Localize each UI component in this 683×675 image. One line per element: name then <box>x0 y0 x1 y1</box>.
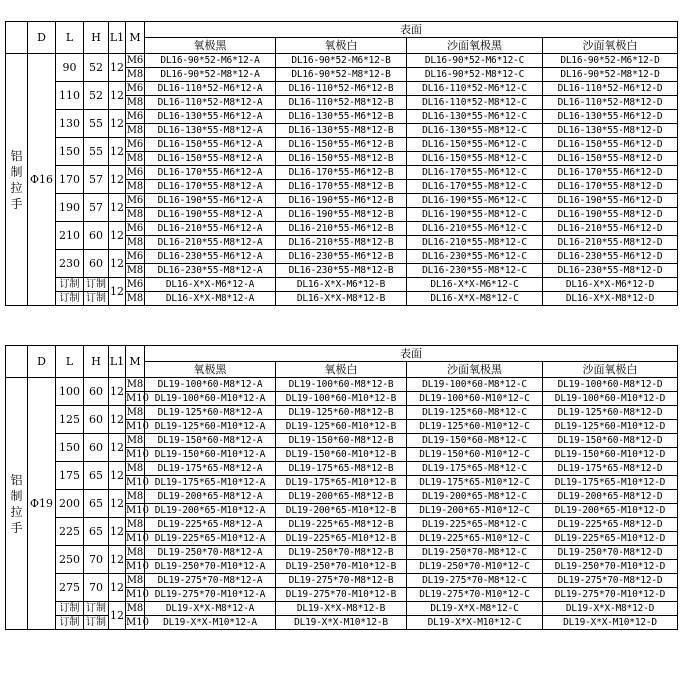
length-cell: 150 <box>56 138 84 166</box>
l1-cell: 12 <box>109 82 126 110</box>
part-code-cell: DL19-125*60-M10*12-A <box>145 420 276 434</box>
part-code-cell: DL16-X*X-M6*12-B <box>276 278 407 292</box>
l1-cell: 12 <box>109 406 126 434</box>
thread-cell: M6 <box>126 222 144 234</box>
col-header-h: H <box>84 22 109 54</box>
part-code-cell: DL19-100*60-M8*12-A <box>145 378 276 392</box>
col-header-d: D <box>28 346 56 378</box>
part-code-cell: DL19-X*X-M10*12-D <box>543 616 678 630</box>
l1-cell: 12 <box>109 110 126 138</box>
height-cell: 60 <box>84 250 109 278</box>
part-code-cell: DL19-225*65-M10*12-A <box>145 532 276 546</box>
l1-cell: 12 <box>109 194 126 222</box>
part-code-cell: DL19-150*60-M8*12-B <box>276 434 407 448</box>
table-row <box>6 138 678 152</box>
part-code-cell: DL19-100*60-M10*12-C <box>407 392 543 406</box>
part-code-cell: DL16-110*52-M6*12-C <box>407 82 543 96</box>
part-code-cell: DL16-190*55-M8*12-D <box>543 208 678 222</box>
table-row <box>6 574 678 588</box>
part-code-cell: DL19-250*70-M10*12-A <box>145 560 276 574</box>
part-code-cell: DL16-90*52-M6*12-B <box>276 54 407 68</box>
part-code-cell: DL16-190*55-M6*12-B <box>276 194 407 208</box>
table-row <box>6 292 678 306</box>
thread-cell: M10 <box>126 616 149 628</box>
part-code-cell: DL19-125*60-M8*12-B <box>276 406 407 420</box>
finish-header: 氧极黑 <box>145 362 276 378</box>
part-code-cell: DL19-225*65-M8*12-B <box>276 518 407 532</box>
finish-header: 沙面氧极黑 <box>407 362 543 378</box>
part-code-cell: DL19-100*60-M10*12-A <box>145 392 276 406</box>
col-header-d: D <box>28 22 56 54</box>
part-code-cell: DL19-150*60-M8*12-D <box>543 434 678 448</box>
thread-cell: M10 <box>126 420 149 432</box>
thread-cell: M6 <box>126 166 144 178</box>
part-code-cell: DL16-90*52-M6*12-A <box>145 54 276 68</box>
part-code-cell: DL16-130*55-M8*12-C <box>407 124 543 138</box>
part-code-cell: DL16-170*55-M8*12-B <box>276 180 407 194</box>
finish-header: 氧极白 <box>276 362 407 378</box>
part-code-cell: DL16-90*52-M8*12-B <box>276 68 407 82</box>
header-row <box>6 346 678 362</box>
length-cell: 订制 <box>56 602 84 616</box>
length-cell: 200 <box>56 490 84 518</box>
l1-cell: 12 <box>109 378 126 406</box>
length-cell: 90 <box>56 54 84 82</box>
table-row <box>6 616 678 630</box>
table-row <box>6 462 678 476</box>
height-cell: 65 <box>84 490 109 518</box>
col-header-l1: L1 <box>109 346 126 378</box>
thread-cell: M8 <box>126 434 144 446</box>
thread-cell: M10 <box>126 560 149 572</box>
part-code-cell: DL19-275*70-M8*12-A <box>145 574 276 588</box>
part-code-cell: DL19-125*60-M10*12-C <box>407 420 543 434</box>
part-code-cell: DL19-175*65-M8*12-B <box>276 462 407 476</box>
part-code-cell: DL19-X*X-M8*12-A <box>145 602 276 616</box>
part-code-cell: DL19-200*65-M8*12-D <box>543 490 678 504</box>
thread-cell: M8 <box>126 602 144 614</box>
part-code-cell: DL16-150*55-M8*12-B <box>276 152 407 166</box>
part-code-cell: DL16-210*55-M8*12-B <box>276 236 407 250</box>
height-cell: 52 <box>84 82 109 110</box>
part-code-cell: DL16-190*55-M8*12-B <box>276 208 407 222</box>
col-header-m: M <box>126 22 145 54</box>
spec-table-d19 <box>5 345 678 630</box>
length-cell: 175 <box>56 462 84 490</box>
part-code-cell: DL19-250*70-M10*12-C <box>407 560 543 574</box>
thread-cell: M8 <box>126 546 144 558</box>
part-code-cell: DL16-230*55-M6*12-D <box>543 250 678 264</box>
part-code-cell: DL16-230*55-M6*12-C <box>407 250 543 264</box>
part-code-cell: DL19-200*65-M10*12-D <box>543 504 678 518</box>
spec-table-body <box>6 346 678 630</box>
part-code-cell: DL16-110*52-M6*12-A <box>145 82 276 96</box>
l1-cell: 12 <box>109 166 126 194</box>
part-code-cell: DL16-X*X-M8*12-C <box>407 292 543 306</box>
height-cell: 70 <box>84 574 109 602</box>
part-code-cell: DL16-170*55-M6*12-C <box>407 166 543 180</box>
diameter-cell: Φ16 <box>28 54 56 306</box>
part-code-cell: DL19-100*60-M10*12-D <box>543 392 678 406</box>
part-code-cell: DL19-175*65-M10*12-C <box>407 476 543 490</box>
part-code-cell: DL19-225*65-M10*12-B <box>276 532 407 546</box>
part-code-cell: DL19-X*X-M8*12-D <box>543 602 678 616</box>
table-row <box>6 194 678 208</box>
part-code-cell: DL19-X*X-M8*12-C <box>407 602 543 616</box>
table-row <box>6 82 678 96</box>
part-code-cell: DL16-170*55-M6*12-A <box>145 166 276 180</box>
length-cell: 100 <box>56 378 84 406</box>
finish-header: 沙面氧极黑 <box>407 38 543 54</box>
col-header-h: H <box>84 346 109 378</box>
part-code-cell: DL16-230*55-M8*12-C <box>407 264 543 278</box>
thread-cell: M8 <box>126 208 144 220</box>
part-code-cell: DL19-250*70-M8*12-C <box>407 546 543 560</box>
table-row <box>6 378 678 392</box>
part-code-cell: DL19-250*70-M8*12-B <box>276 546 407 560</box>
part-code-cell: DL16-90*52-M6*12-D <box>543 54 678 68</box>
part-code-cell: DL19-150*60-M10*12-C <box>407 448 543 462</box>
height-cell: 订制 <box>84 616 109 630</box>
part-code-cell: DL16-130*55-M8*12-D <box>543 124 678 138</box>
thread-cell: M8 <box>126 68 144 80</box>
thread-cell: M8 <box>126 378 144 390</box>
part-code-cell: DL16-110*52-M8*12-B <box>276 96 407 110</box>
part-code-cell: DL16-110*52-M6*12-D <box>543 82 678 96</box>
height-cell: 55 <box>84 110 109 138</box>
thread-cell: M6 <box>126 194 144 206</box>
length-cell: 210 <box>56 222 84 250</box>
l1-cell: 12 <box>109 434 126 462</box>
part-code-cell: DL19-200*65-M10*12-A <box>145 504 276 518</box>
part-code-cell: DL19-175*65-M10*12-B <box>276 476 407 490</box>
height-cell: 订制 <box>84 602 109 616</box>
part-code-cell: DL16-170*55-M6*12-B <box>276 166 407 180</box>
l1-cell: 12 <box>109 602 126 630</box>
finish-header: 沙面氧极白 <box>543 38 678 54</box>
part-code-cell: DL19-250*70-M8*12-D <box>543 546 678 560</box>
part-code-cell: DL16-X*X-M6*12-D <box>543 278 678 292</box>
thread-cell: M10 <box>126 392 149 404</box>
part-code-cell: DL16-90*52-M8*12-A <box>145 68 276 82</box>
table-row <box>6 250 678 264</box>
thread-cell: M10 <box>126 476 149 488</box>
thread-cell: M8 <box>126 124 144 136</box>
part-code-cell: DL16-230*55-M8*12-A <box>145 264 276 278</box>
finish-header: 氧极白 <box>276 38 407 54</box>
diameter-cell: Φ19 <box>28 378 56 630</box>
part-code-cell: DL19-100*60-M8*12-C <box>407 378 543 392</box>
part-code-cell: DL16-130*55-M6*12-B <box>276 110 407 124</box>
part-code-cell: DL19-X*X-M10*12-A <box>145 616 276 630</box>
part-code-cell: DL16-170*55-M8*12-C <box>407 180 543 194</box>
thread-cell: M8 <box>126 264 144 276</box>
part-code-cell: DL16-90*52-M6*12-C <box>407 54 543 68</box>
length-cell: 订制 <box>56 292 84 306</box>
length-cell: 订制 <box>56 616 84 630</box>
length-cell: 150 <box>56 434 84 462</box>
part-code-cell: DL19-100*60-M8*12-B <box>276 378 407 392</box>
part-code-cell: DL16-110*52-M6*12-B <box>276 82 407 96</box>
part-code-cell: DL16-170*55-M8*12-A <box>145 180 276 194</box>
part-code-cell: DL16-190*55-M6*12-C <box>407 194 543 208</box>
part-code-cell: DL19-125*60-M8*12-D <box>543 406 678 420</box>
thread-cell: M10 <box>126 448 149 460</box>
finish-header: 氧极黑 <box>145 38 276 54</box>
thread-cell: M8 <box>126 518 144 530</box>
thread-cell: M8 <box>126 406 144 418</box>
table-row <box>6 434 678 448</box>
l1-cell: 12 <box>109 278 126 306</box>
part-code-cell: DL19-275*70-M10*12-B <box>276 588 407 602</box>
category-label: 铝制拉手 <box>6 378 28 630</box>
part-code-cell: DL16-X*X-M8*12-A <box>145 292 276 306</box>
height-cell: 57 <box>84 166 109 194</box>
category-label: 铝制拉手 <box>6 54 28 306</box>
thread-cell: M6 <box>126 54 144 66</box>
length-cell: 110 <box>56 82 84 110</box>
height-cell: 60 <box>84 222 109 250</box>
length-cell: 190 <box>56 194 84 222</box>
part-code-cell: DL19-150*60-M8*12-A <box>145 434 276 448</box>
length-cell: 170 <box>56 166 84 194</box>
thread-cell: M6 <box>126 138 144 150</box>
part-code-cell: DL19-125*60-M10*12-B <box>276 420 407 434</box>
part-code-cell: DL16-150*55-M6*12-D <box>543 138 678 152</box>
col-header-l: L <box>56 22 84 54</box>
part-code-cell: DL16-X*X-M6*12-C <box>407 278 543 292</box>
height-cell: 52 <box>84 54 109 82</box>
part-code-cell: DL19-X*X-M10*12-C <box>407 616 543 630</box>
length-cell: 125 <box>56 406 84 434</box>
thread-cell: M8 <box>126 490 144 502</box>
length-cell: 订制 <box>56 278 84 292</box>
l1-cell: 12 <box>109 546 126 574</box>
part-code-cell: DL19-125*60-M8*12-C <box>407 406 543 420</box>
finish-header: 沙面氧极白 <box>543 362 678 378</box>
l1-cell: 12 <box>109 138 126 166</box>
part-code-cell: DL19-250*70-M10*12-D <box>543 560 678 574</box>
part-code-cell: DL19-250*70-M8*12-A <box>145 546 276 560</box>
part-code-cell: DL19-275*70-M8*12-B <box>276 574 407 588</box>
part-code-cell: DL19-225*65-M8*12-A <box>145 518 276 532</box>
part-code-cell: DL19-225*65-M8*12-C <box>407 518 543 532</box>
part-code-cell: DL16-230*55-M8*12-B <box>276 264 407 278</box>
part-code-cell: DL19-200*65-M10*12-B <box>276 504 407 518</box>
table-row <box>6 546 678 560</box>
corner-cell <box>6 22 28 54</box>
length-cell: 230 <box>56 250 84 278</box>
part-code-cell: DL19-175*65-M8*12-D <box>543 462 678 476</box>
height-cell: 60 <box>84 378 109 406</box>
table-row <box>6 278 678 292</box>
part-code-cell: DL16-190*55-M8*12-A <box>145 208 276 222</box>
part-code-cell: DL16-110*52-M8*12-C <box>407 96 543 110</box>
part-code-cell: DL16-230*55-M6*12-B <box>276 250 407 264</box>
part-code-cell: DL19-275*70-M8*12-C <box>407 574 543 588</box>
height-cell: 65 <box>84 462 109 490</box>
part-code-cell: DL16-210*55-M6*12-C <box>407 222 543 236</box>
part-code-cell: DL19-100*60-M10*12-B <box>276 392 407 406</box>
spec-table-d16 <box>5 21 678 306</box>
height-cell: 65 <box>84 518 109 546</box>
table-row <box>6 110 678 124</box>
part-code-cell: DL16-190*55-M8*12-C <box>407 208 543 222</box>
thread-cell: M8 <box>126 574 144 586</box>
part-code-cell: DL16-90*52-M8*12-C <box>407 68 543 82</box>
part-code-cell: DL19-150*60-M10*12-B <box>276 448 407 462</box>
thread-cell: M6 <box>126 110 144 122</box>
thread-cell: M8 <box>126 462 144 474</box>
part-code-cell: DL16-190*55-M6*12-D <box>543 194 678 208</box>
height-cell: 60 <box>84 406 109 434</box>
part-code-cell: DL16-170*55-M8*12-D <box>543 180 678 194</box>
part-code-cell: DL19-150*60-M8*12-C <box>407 434 543 448</box>
length-cell: 250 <box>56 546 84 574</box>
part-code-cell: DL16-90*52-M8*12-D <box>543 68 678 82</box>
height-cell: 订制 <box>84 292 109 306</box>
part-code-cell: DL19-225*65-M10*12-C <box>407 532 543 546</box>
part-code-cell: DL19-275*70-M10*12-C <box>407 588 543 602</box>
part-code-cell: DL19-X*X-M10*12-B <box>276 616 407 630</box>
thread-cell: M10 <box>126 588 149 600</box>
thread-cell: M8 <box>126 180 144 192</box>
thread-cell: M8 <box>126 152 144 164</box>
part-code-cell: DL19-175*65-M8*12-A <box>145 462 276 476</box>
part-code-cell: DL16-210*55-M8*12-D <box>543 236 678 250</box>
part-code-cell: DL19-200*65-M8*12-B <box>276 490 407 504</box>
part-code-cell: DL19-275*70-M10*12-D <box>543 588 678 602</box>
col-header-l: L <box>56 346 84 378</box>
thread-cell: M8 <box>126 292 144 304</box>
part-code-cell: DL16-210*55-M8*12-C <box>407 236 543 250</box>
part-code-cell: DL19-125*60-M8*12-A <box>145 406 276 420</box>
height-cell: 57 <box>84 194 109 222</box>
table-row <box>6 518 678 532</box>
part-code-cell: DL19-150*60-M10*12-A <box>145 448 276 462</box>
part-code-cell: DL19-175*65-M10*12-A <box>145 476 276 490</box>
part-code-cell: DL16-110*52-M8*12-A <box>145 96 276 110</box>
length-cell: 130 <box>56 110 84 138</box>
part-code-cell: DL16-170*55-M6*12-D <box>543 166 678 180</box>
l1-cell: 12 <box>109 222 126 250</box>
part-code-cell: DL16-150*55-M8*12-A <box>145 152 276 166</box>
part-code-cell: DL16-130*55-M8*12-A <box>145 124 276 138</box>
part-code-cell: DL19-275*70-M8*12-D <box>543 574 678 588</box>
part-code-cell: DL19-200*65-M8*12-A <box>145 490 276 504</box>
part-code-cell: DL16-130*55-M6*12-C <box>407 110 543 124</box>
part-code-cell: DL19-250*70-M10*12-B <box>276 560 407 574</box>
table-row <box>6 490 678 504</box>
part-code-cell: DL16-210*55-M6*12-A <box>145 222 276 236</box>
part-code-cell: DL16-150*55-M8*12-D <box>543 152 678 166</box>
part-code-cell: DL16-150*55-M8*12-C <box>407 152 543 166</box>
part-code-cell: DL16-X*X-M8*12-D <box>543 292 678 306</box>
table-row <box>6 54 678 68</box>
l1-cell: 12 <box>109 490 126 518</box>
thread-cell: M8 <box>126 96 144 108</box>
part-code-cell: DL16-X*X-M8*12-B <box>276 292 407 306</box>
table-row <box>6 406 678 420</box>
l1-cell: 12 <box>109 462 126 490</box>
part-code-cell: DL19-175*65-M8*12-C <box>407 462 543 476</box>
l1-cell: 12 <box>109 54 126 82</box>
part-code-cell: DL19-150*60-M10*12-D <box>543 448 678 462</box>
length-cell: 225 <box>56 518 84 546</box>
part-code-cell: DL16-130*55-M6*12-D <box>543 110 678 124</box>
part-code-cell: DL19-125*60-M10*12-D <box>543 420 678 434</box>
part-code-cell: DL19-X*X-M8*12-B <box>276 602 407 616</box>
table-row <box>6 602 678 616</box>
thread-cell: M6 <box>126 278 144 290</box>
thread-cell: M10 <box>126 504 149 516</box>
thread-cell: M6 <box>126 82 144 94</box>
header-row <box>6 22 678 38</box>
table-row <box>6 166 678 180</box>
thread-cell: M6 <box>126 250 144 262</box>
part-code-cell: DL16-230*55-M8*12-D <box>543 264 678 278</box>
part-code-cell: DL16-210*55-M6*12-D <box>543 222 678 236</box>
part-code-cell: DL19-200*65-M8*12-C <box>407 490 543 504</box>
col-header-surface: 表面 <box>145 346 678 362</box>
height-cell: 55 <box>84 138 109 166</box>
part-code-cell: DL16-150*55-M6*12-C <box>407 138 543 152</box>
part-code-cell: DL16-110*52-M8*12-D <box>543 96 678 110</box>
l1-cell: 12 <box>109 518 126 546</box>
height-cell: 70 <box>84 546 109 574</box>
thread-cell: M10 <box>126 532 149 544</box>
part-code-cell: DL16-130*55-M6*12-A <box>145 110 276 124</box>
col-header-m: M <box>126 346 145 378</box>
l1-cell: 12 <box>109 574 126 602</box>
part-code-cell: DL16-X*X-M6*12-A <box>145 278 276 292</box>
part-code-cell: DL19-225*65-M8*12-D <box>543 518 678 532</box>
part-code-cell: DL19-225*65-M10*12-D <box>543 532 678 546</box>
corner-cell <box>6 346 28 378</box>
thread-cell: M8 <box>126 236 144 248</box>
length-cell: 275 <box>56 574 84 602</box>
part-code-cell: DL16-190*55-M6*12-A <box>145 194 276 208</box>
part-code-cell: DL19-275*70-M10*12-A <box>145 588 276 602</box>
height-cell: 订制 <box>84 278 109 292</box>
part-code-cell: DL16-150*55-M6*12-B <box>276 138 407 152</box>
col-header-surface: 表面 <box>145 22 678 38</box>
col-header-l1: L1 <box>109 22 126 54</box>
part-code-cell: DL19-175*65-M10*12-D <box>543 476 678 490</box>
part-code-cell: DL16-130*55-M8*12-B <box>276 124 407 138</box>
height-cell: 60 <box>84 434 109 462</box>
part-code-cell: DL16-210*55-M6*12-B <box>276 222 407 236</box>
table-row <box>6 222 678 236</box>
part-code-cell: DL16-150*55-M6*12-A <box>145 138 276 152</box>
part-code-cell: DL19-200*65-M10*12-C <box>407 504 543 518</box>
l1-cell: 12 <box>109 250 126 278</box>
spec-table-body <box>6 22 678 306</box>
part-code-cell: DL19-100*60-M8*12-D <box>543 378 678 392</box>
part-code-cell: DL16-210*55-M8*12-A <box>145 236 276 250</box>
part-code-cell: DL16-230*55-M6*12-A <box>145 250 276 264</box>
